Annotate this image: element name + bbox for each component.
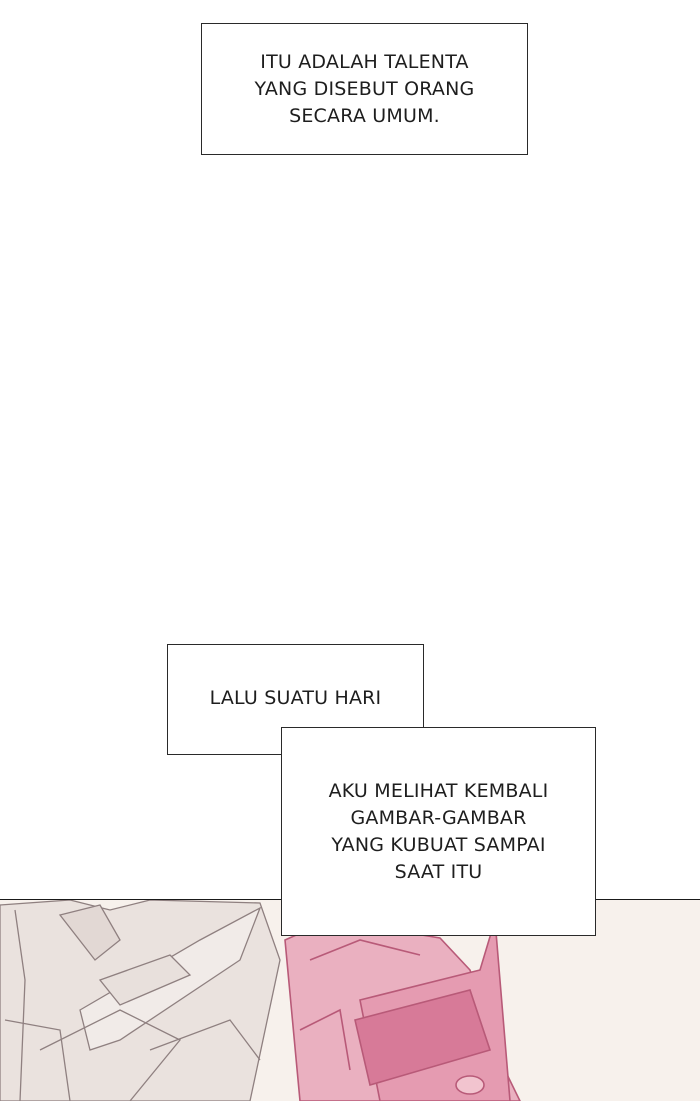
narration-box-bottom [281,727,596,936]
narration-box-top [201,23,528,155]
narration-text-bottom: AKU MELIHAT KEMBALI GAMBAR-GAMBAR YANG KUBUAT SAMPAI SAAT ITU [328,779,549,883]
grey-sleeve-sketch [0,900,280,1101]
narration-text-top: ITU ADALAH TALENTA YANG DISEBUT ORANG SECARA UMUM. [254,50,475,127]
narration-text-middle: LALU SUATU HARI [209,687,382,709]
